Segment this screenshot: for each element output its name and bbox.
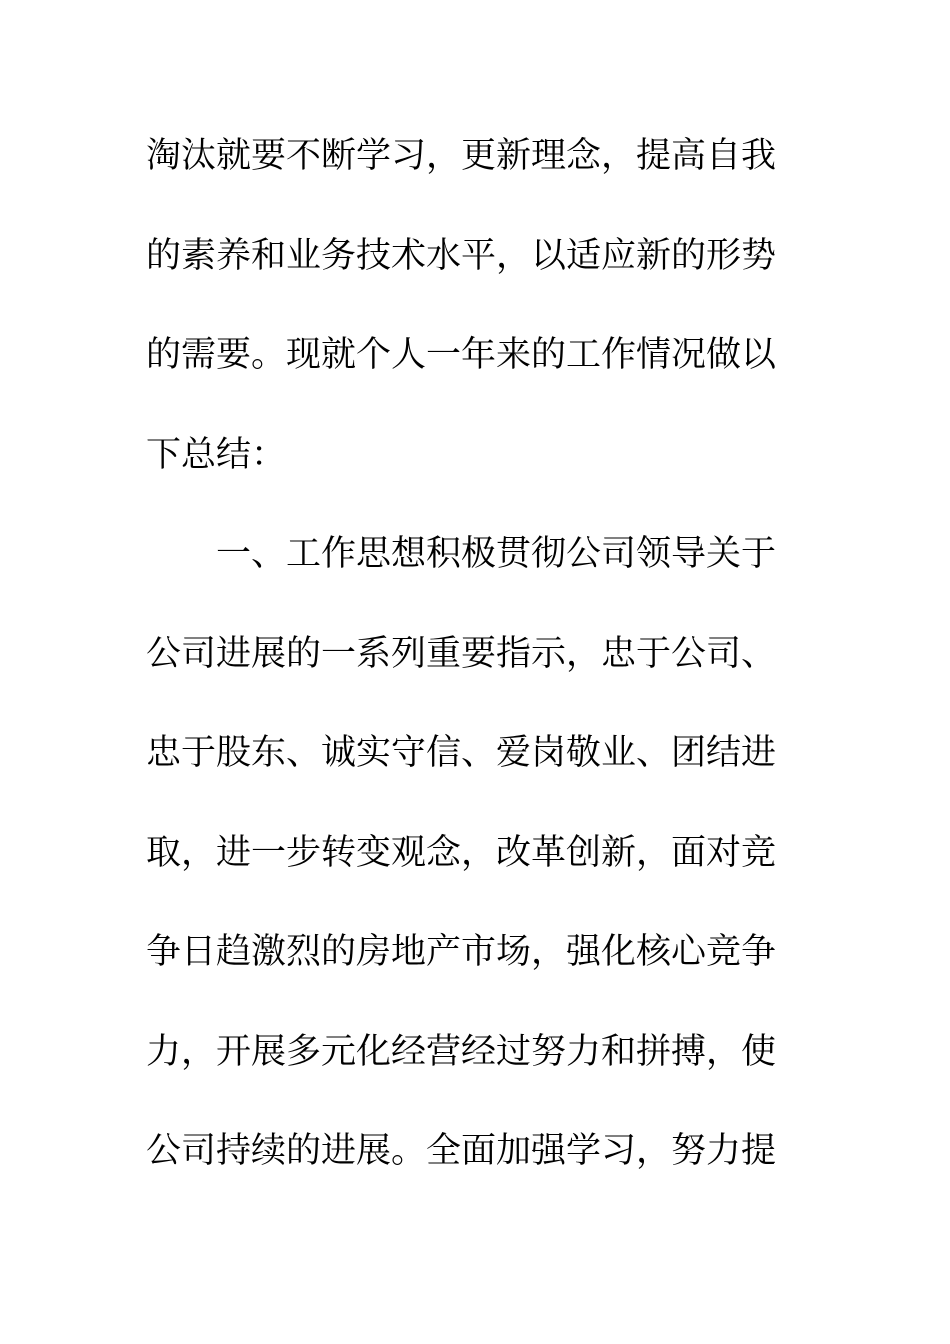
body-text bbox=[146, 126, 786, 1221]
text-line: 公司持续的进展。全面加强学习，努力提 bbox=[146, 1131, 777, 1171]
section-heading-line: 一、工作思想积极贯彻公司领导关于 bbox=[216, 534, 777, 574]
text-line: 力，开展多元化经营经过努力和拼搏，使 bbox=[146, 1031, 777, 1072]
text-line: 忠于股东、诚实守信、爱岗敬业、团结进 bbox=[146, 733, 777, 773]
text-line: 的需要。现就个人一年来的工作情况做以 bbox=[146, 335, 777, 375]
text-line: 的素养和业务技术水平，以适应新的形势 bbox=[146, 235, 777, 276]
text-line: 争日趋激烈的房地产市场，强化核心竞争 bbox=[146, 932, 777, 972]
text-line: 取，进一步转变观念，改革创新，面对竞 bbox=[146, 832, 777, 873]
text-line: 淘汰就要不断学习，更新理念，提高自我 bbox=[146, 136, 777, 176]
text-line: 公司进展的一系列重要指示，忠于公司、 bbox=[146, 633, 777, 674]
text-line: 下总结： bbox=[146, 434, 287, 475]
